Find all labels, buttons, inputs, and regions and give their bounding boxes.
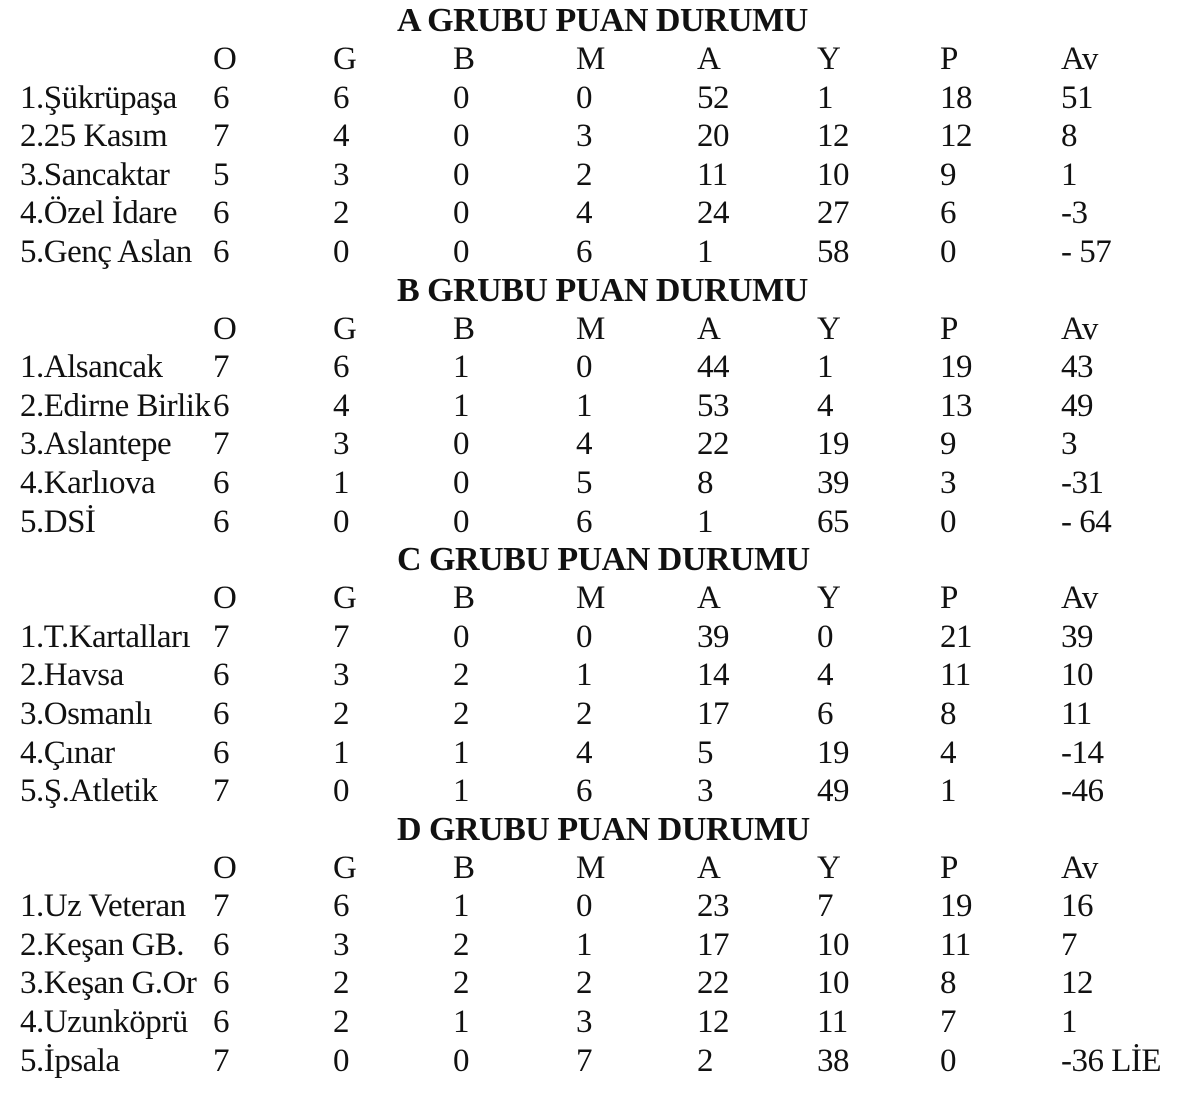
column-header: M [576, 580, 605, 617]
stat-cell: 2 [697, 1042, 713, 1079]
stat-cell: -3 [1061, 195, 1088, 232]
stat-cell: 27 [817, 195, 849, 232]
stat-cell: 6 [213, 79, 229, 116]
stat-cell: 0 [453, 195, 469, 232]
stat-cell: 0 [940, 503, 956, 540]
stat-cell: 11 [940, 657, 971, 694]
stat-cell: 38 [817, 1042, 849, 1079]
stat-cell: 7 [213, 426, 229, 463]
stat-cell: 0 [453, 503, 469, 540]
stat-cell: 4 [333, 387, 349, 424]
stat-cell: 7 [940, 1004, 956, 1041]
stat-cell: 43 [1061, 349, 1093, 386]
group-section [0, 541, 1198, 811]
column-header: O [213, 41, 237, 77]
team-name: 3.Sancaktar [20, 156, 170, 193]
stat-cell: 3 [333, 426, 349, 463]
stat-cell: 5 [697, 734, 713, 771]
stat-cell: 11 [817, 1004, 848, 1041]
stat-cell: 0 [940, 1042, 956, 1079]
stat-cell: 49 [817, 773, 849, 810]
stat-cell: 2 [333, 695, 349, 732]
stat-cell: 23 [697, 888, 729, 925]
stat-cell: 4 [817, 657, 833, 694]
column-header: Y [817, 310, 841, 347]
stat-cell: 8 [1061, 118, 1077, 155]
stat-cell: - 57 [1061, 233, 1112, 270]
stat-cell: 17 [697, 695, 729, 732]
group-title-text: C GRUBU PUAN DURUMU [397, 541, 810, 579]
stat-cell: 7 [576, 1042, 592, 1079]
group-section [0, 2, 1198, 272]
team-name: 3.Keşan G.Or [20, 965, 197, 1002]
stat-cell: 3 [333, 156, 349, 193]
stat-cell: 10 [817, 965, 849, 1002]
column-header: Av [1061, 849, 1098, 886]
stat-cell: 1 [576, 387, 592, 424]
stat-cell: 2 [333, 1004, 349, 1041]
stat-cell: 2 [453, 695, 469, 732]
table-row [0, 464, 1198, 503]
stat-cell: 13 [940, 387, 972, 424]
stat-cell: 18 [940, 79, 972, 116]
stat-cell: 7 [213, 349, 229, 386]
team-name: 2.Edirne Birlik [20, 387, 211, 424]
table-row [0, 1042, 1198, 1081]
group-title [0, 541, 1198, 579]
stat-cell: 5 [576, 464, 592, 501]
table-row [0, 233, 1198, 272]
stat-cell: 19 [817, 426, 849, 463]
stat-cell: 6 [333, 888, 349, 925]
stat-cell: 0 [576, 79, 592, 116]
column-header: Y [817, 849, 841, 886]
stat-cell: 7 [213, 773, 229, 810]
stat-cell: - 64 [1061, 503, 1112, 540]
stat-cell: 4 [576, 195, 592, 232]
stat-cell: 22 [697, 426, 729, 463]
team-name: 5.Genç Aslan [20, 233, 192, 270]
stat-cell: 16 [1061, 888, 1093, 925]
stat-cell: 2 [453, 965, 469, 1002]
table-row [0, 656, 1198, 695]
stat-cell: 39 [697, 618, 729, 655]
stat-cell: 8 [697, 464, 713, 501]
stat-cell: 1 [453, 349, 469, 386]
column-header: M [576, 849, 605, 886]
stat-cell: 1 [453, 888, 469, 925]
team-name: 3.Osmanlı [20, 695, 153, 732]
stat-cell: 2 [333, 965, 349, 1002]
column-header: O [213, 310, 237, 347]
stat-cell: 3 [333, 926, 349, 963]
stat-cell: 6 [940, 195, 956, 232]
stat-cell: 49 [1061, 387, 1093, 424]
stat-cell: 6 [213, 965, 229, 1002]
stat-cell: 4 [333, 118, 349, 155]
stat-cell: 3 [576, 118, 592, 155]
stat-cell: 65 [817, 503, 849, 540]
stat-cell: 1 [1061, 1004, 1077, 1041]
stat-cell: 19 [817, 734, 849, 771]
stat-cell: 3 [333, 657, 349, 694]
stat-cell: 10 [817, 156, 849, 193]
column-header: Av [1061, 41, 1098, 77]
team-name: 4.Özel İdare [20, 195, 178, 232]
stat-cell: 3 [940, 464, 956, 501]
stat-cell: 1 [333, 734, 349, 771]
stat-cell: 3 [697, 773, 713, 810]
stat-cell: 12 [1061, 965, 1093, 1002]
stat-cell: 4 [817, 387, 833, 424]
column-header: Av [1061, 310, 1098, 347]
stat-cell: 1 [453, 1004, 469, 1041]
stat-cell: 6 [333, 349, 349, 386]
column-header: M [576, 310, 605, 347]
stat-cell: 0 [453, 156, 469, 193]
stat-cell: -46 [1061, 773, 1104, 810]
table-row [0, 772, 1198, 811]
stat-cell: 0 [333, 773, 349, 810]
table-row [0, 618, 1198, 657]
table-row [0, 1003, 1198, 1042]
group-title [0, 811, 1198, 849]
stat-cell: 0 [333, 503, 349, 540]
stat-cell: 8 [940, 695, 956, 732]
stat-cell: 6 [576, 233, 592, 270]
stat-cell: 12 [697, 1004, 729, 1041]
table-row [0, 695, 1198, 734]
stat-cell: 24 [697, 195, 729, 232]
stat-cell: 1 [576, 657, 592, 694]
table-row [0, 887, 1198, 926]
stat-cell: 6 [213, 464, 229, 501]
stat-cell: 58 [817, 233, 849, 270]
table-row [0, 117, 1198, 156]
stat-cell: 0 [453, 1042, 469, 1079]
stat-cell: 44 [697, 349, 729, 386]
stat-cell: 6 [817, 695, 833, 732]
stat-cell: -36 LİE [1061, 1042, 1162, 1079]
column-header: P [940, 580, 958, 617]
stat-cell: 14 [697, 657, 729, 694]
stat-cell: 11 [940, 926, 971, 963]
column-header: Y [817, 580, 841, 617]
table-row [0, 734, 1198, 773]
stat-cell: 7 [213, 618, 229, 655]
stat-cell: 12 [817, 118, 849, 155]
table-row [0, 425, 1198, 464]
table-row [0, 194, 1198, 233]
group-section [0, 272, 1198, 542]
stat-cell: 0 [453, 233, 469, 270]
stat-cell: 1 [697, 233, 713, 270]
stat-cell: 6 [213, 926, 229, 963]
stat-cell: 52 [697, 79, 729, 116]
header-row [0, 310, 1198, 349]
stat-cell: 0 [453, 79, 469, 116]
column-header: B [453, 580, 475, 617]
column-header: P [940, 310, 958, 347]
stat-cell: 7 [213, 118, 229, 155]
team-name: 4.Çınar [20, 734, 115, 771]
group-section [0, 811, 1198, 1081]
stat-cell: 3 [1061, 426, 1077, 463]
stat-cell: 11 [1061, 695, 1092, 732]
stat-cell: 0 [817, 618, 833, 655]
stat-cell: 7 [1061, 926, 1077, 963]
column-header: G [333, 580, 357, 617]
stat-cell: 20 [697, 118, 729, 155]
team-name: 1.T.Kartalları [20, 618, 191, 655]
stat-cell: 2 [576, 156, 592, 193]
stat-cell: 9 [940, 156, 956, 193]
stat-cell: 2 [453, 657, 469, 694]
team-name: 4.Karlıova [20, 464, 156, 501]
stat-cell: 0 [453, 118, 469, 155]
stat-cell: 1 [817, 79, 833, 116]
team-name: 5.DSİ [20, 503, 96, 540]
column-header: Av [1061, 580, 1098, 617]
table-row [0, 79, 1198, 118]
column-header: B [453, 310, 475, 347]
table-row [0, 348, 1198, 387]
stat-cell: 0 [453, 426, 469, 463]
stat-cell: 12 [940, 118, 972, 155]
team-name: 2.25 Kasım [20, 118, 168, 155]
stat-cell: 6 [213, 1004, 229, 1041]
stat-cell: 6 [213, 387, 229, 424]
stat-cell: 53 [697, 387, 729, 424]
stat-cell: 0 [940, 233, 956, 270]
stat-cell: 3 [576, 1004, 592, 1041]
column-header: G [333, 310, 357, 347]
column-header: G [333, 41, 357, 77]
stat-cell: 0 [576, 888, 592, 925]
stat-cell: 7 [817, 888, 833, 925]
column-header: O [213, 580, 237, 617]
column-header: A [697, 310, 721, 347]
column-header: A [697, 580, 721, 617]
stat-cell: 19 [940, 349, 972, 386]
column-header: A [697, 849, 721, 886]
team-name: 3.Aslantepe [20, 426, 172, 463]
team-name: 4.Uzunköprü [20, 1004, 188, 1041]
team-name: 1.Şükrüpaşa [20, 79, 177, 116]
table-row [0, 503, 1198, 542]
stat-cell: 6 [213, 195, 229, 232]
stat-cell: 19 [940, 888, 972, 925]
team-name: 5.İpsala [20, 1042, 120, 1079]
stat-cell: 6 [576, 773, 592, 810]
column-header: P [940, 849, 958, 886]
group-title [0, 272, 1198, 310]
column-header: O [213, 849, 237, 886]
stat-cell: -14 [1061, 734, 1104, 771]
header-row [0, 579, 1198, 618]
team-name: 5.Ş.Atletik [20, 773, 158, 810]
group-title-text: A GRUBU PUAN DURUMU [397, 2, 808, 39]
stat-cell: 21 [940, 618, 972, 655]
stat-cell: 1 [453, 773, 469, 810]
stat-cell: 22 [697, 965, 729, 1002]
group-title [0, 2, 1198, 40]
stat-cell: 1 [817, 349, 833, 386]
stat-cell: 51 [1061, 79, 1093, 116]
stat-cell: 6 [576, 503, 592, 540]
stat-cell: 6 [213, 503, 229, 540]
stat-cell: 2 [576, 695, 592, 732]
table-row [0, 156, 1198, 195]
stat-cell: 4 [940, 734, 956, 771]
stat-cell: 10 [817, 926, 849, 963]
stat-cell: 6 [213, 233, 229, 270]
header-row [0, 849, 1198, 888]
stat-cell: 0 [453, 618, 469, 655]
stat-cell: 6 [213, 734, 229, 771]
stat-cell: 2 [453, 926, 469, 963]
stat-cell: 39 [1061, 618, 1093, 655]
stat-cell: 39 [817, 464, 849, 501]
column-header: G [333, 849, 357, 886]
stat-cell: 6 [333, 79, 349, 116]
table-row [0, 387, 1198, 426]
stat-cell: 1 [940, 773, 956, 810]
team-name: 2.Keşan GB. [20, 926, 185, 963]
table-row [0, 964, 1198, 1003]
table-row [0, 926, 1198, 965]
column-header: P [940, 41, 958, 77]
stat-cell: 0 [576, 349, 592, 386]
stat-cell: 7 [213, 888, 229, 925]
group-title-text: D GRUBU PUAN DURUMU [397, 810, 810, 848]
stat-cell: 11 [697, 156, 728, 193]
stat-cell: 0 [576, 618, 592, 655]
stat-cell: 6 [213, 695, 229, 732]
team-name: 1.Alsancak [20, 349, 163, 386]
standings-page [0, 2, 1198, 1080]
stat-cell: 7 [333, 618, 349, 655]
column-header: B [453, 849, 475, 886]
stat-cell: 9 [940, 426, 956, 463]
stat-cell: 0 [453, 464, 469, 501]
stat-cell: 1 [453, 734, 469, 771]
stat-cell: 1 [333, 464, 349, 501]
column-header: Y [817, 41, 841, 77]
team-name: 1.Uz Veteran [20, 888, 186, 925]
stat-cell: 2 [333, 195, 349, 232]
team-name: 2.Havsa [20, 657, 124, 694]
stat-cell: 2 [576, 965, 592, 1002]
column-header: M [576, 41, 605, 77]
stat-cell: -31 [1061, 464, 1104, 501]
stat-cell: 8 [940, 965, 956, 1002]
stat-cell: 6 [213, 657, 229, 694]
stat-cell: 4 [576, 734, 592, 771]
column-header: B [453, 41, 475, 77]
stat-cell: 5 [213, 156, 229, 193]
stat-cell: 0 [333, 233, 349, 270]
group-title-text: B GRUBU PUAN DURUMU [397, 271, 808, 309]
stat-cell: 1 [697, 503, 713, 540]
stat-cell: 0 [333, 1042, 349, 1079]
stat-cell: 7 [213, 1042, 229, 1079]
stat-cell: 4 [576, 426, 592, 463]
stat-cell: 1 [576, 926, 592, 963]
stat-cell: 1 [1061, 156, 1077, 193]
stat-cell: 10 [1061, 657, 1093, 694]
column-header: A [697, 41, 721, 77]
stat-cell: 17 [697, 926, 729, 963]
stat-cell: 1 [453, 387, 469, 424]
header-row [0, 40, 1198, 79]
